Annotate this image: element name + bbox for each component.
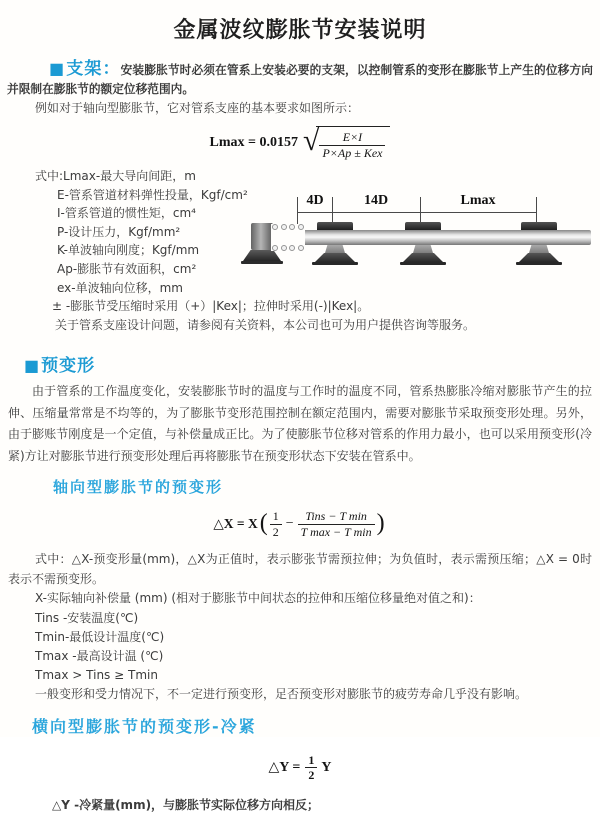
preform-paragraph: 由于管系的工作温度变化，安装膨胀节时的温度与工作时的温度不同，管系热膨胀冷缩对膨胀节产生的拉伸、压缩量常常是不均等的，为了膨胀节变形范围控制在额定范围内，需要对膨胀节采取预变形处理。另外，由于膨账节刚度是一个定值，与补偿量成正比。为了使膨胀节位移对管系的作用力最小，也可以采用预变形(冷紧)方让对膨胀节进行预变形处理后再将膨胀节在预变形状态下安装在管系中。: [8, 384, 592, 463]
variable-line: ex-单波轴向位移，mm: [57, 280, 183, 295]
temp-fraction-numerator: Tins − T min: [298, 509, 375, 524]
section-square-icon: ■: [49, 59, 66, 78]
variable-line: I-管系管道的惯性矩，cm⁴: [57, 206, 196, 221]
section-square-icon: ■: [24, 356, 41, 376]
page-title: 金属波纹膨胀节安装说明: [173, 18, 427, 43]
guide-support: [313, 193, 357, 268]
lateral-formula: [0, 753, 600, 783]
support-example-text: 例如对于轴向型膨胀节，它对管系支座的基本要求如图所示：: [35, 101, 360, 115]
consulting-note: 关于管系支座设计问题，请参阅有关资料，本公司也可为用户提供咨询等服务。: [55, 317, 476, 332]
axial-formula-lhs: △X = X: [213, 516, 258, 532]
variable-line: P-设计压力，Kgf/mm²: [57, 224, 181, 239]
lmax-fraction: [319, 130, 385, 160]
lateral-formula-lhs: △Y =: [268, 760, 301, 776]
half-numerator: 1: [305, 753, 317, 768]
sqrt-body: [316, 126, 390, 160]
axial-explanation: 式中：△X-预变形量(mm)，△X为正值时，表示膨张节需预拉伸；为负值时，表示需预压缩；△X = 0时表示不需预变形。: [8, 552, 592, 587]
variable-line: 式中:Lmax-最大导向间距，m: [35, 169, 196, 183]
half-denominator: 2: [272, 524, 279, 539]
axial-line: X-实际轴向补偿量 (mm) (相对于膨胀节中间状态的拉伸和压缩位移量绝对值之和)：: [35, 591, 481, 606]
axial-line: Tmax > Tins ≥ Tmin: [35, 668, 158, 683]
axial-line: Tmax -最高设计温 (℃): [35, 648, 164, 663]
support-lead-text: 安装膨胀节时必须在管系上安装必要的支架，以控制管系的变形在膨胀节上产生的位移方向并限制在膨胀节的额定位移范围内。: [7, 63, 593, 96]
temp-fraction-denominator: T max − T min: [300, 524, 372, 539]
support-section-heading: [49, 59, 121, 79]
guide-support: [401, 193, 445, 268]
one-half-fraction: [305, 753, 317, 783]
lateral-formula-rhs: Y: [321, 759, 332, 775]
dimension-label-lmax: Lmax: [458, 193, 499, 208]
dimension-label-4d: 4D: [303, 193, 326, 208]
bellows-icon: [271, 224, 305, 251]
close-paren: ): [376, 510, 385, 537]
lmax-formula: [0, 126, 600, 160]
axial-line: Tins -安装温度(℃): [35, 610, 139, 625]
lateral-explanation: △Y -冷紧量(mm)，与膨胀节实际位移方向相反；: [52, 797, 320, 812]
preform-section-heading: [24, 351, 592, 376]
temperature-fraction: [298, 509, 375, 539]
variable-line: E-管系管道材料弹性投量，Kgf/cm²: [57, 187, 248, 202]
lateral-subheading: 横向型膨胀节的预变形-冷紧: [32, 716, 257, 736]
half-numerator: 1: [270, 509, 282, 524]
support-heading-label: 支架：: [66, 59, 121, 79]
pipe-support-diagram: [245, 193, 597, 290]
bellows-coil-row: [271, 224, 305, 230]
sqrt-radical-icon: √: [303, 124, 320, 157]
half-denominator: 2: [308, 768, 315, 783]
lmax-fraction-denominator: P×Ap ± Kex: [322, 145, 383, 160]
anchor-base: [243, 250, 281, 261]
bellows-coil-row: [271, 245, 305, 251]
axial-line: Tmin-最低设计温度(℃): [35, 629, 165, 644]
variable-line: K-单波轴向刚度；Kgf/mm: [57, 243, 200, 258]
anchor-support: [251, 223, 273, 250]
axial-subheading: 轴向型膨胀节的预变形: [53, 478, 224, 497]
lmax-fraction-numerator: E×I: [319, 130, 385, 145]
variable-line: Ap-膨胀节有效面积，cm²: [57, 261, 197, 276]
dimension-label-14d: 14D: [361, 193, 391, 208]
axial-formula: [0, 506, 600, 542]
preform-heading-label: 预变形: [41, 356, 96, 377]
support-paragraph: [7, 59, 593, 99]
plusminus-note: ± -膨胀节受压缩时采用（+）|Kex|；拉伸时采用(-)|Kex|。: [52, 299, 370, 314]
one-half-fraction: [270, 509, 282, 539]
axial-definitions-list: [0, 589, 600, 704]
axial-line: 一般变形和受力情况下，不一定进行预变形，足否预变形对膨胀节的疲劳寿命几乎没有影响。: [35, 687, 528, 702]
open-paren: (: [259, 510, 268, 537]
lmax-formula-lhs: Lmax = 0.0157: [209, 135, 298, 150]
guide-support: [517, 193, 561, 268]
anchor-plate: [241, 261, 283, 264]
minus-sign: −: [285, 516, 294, 532]
